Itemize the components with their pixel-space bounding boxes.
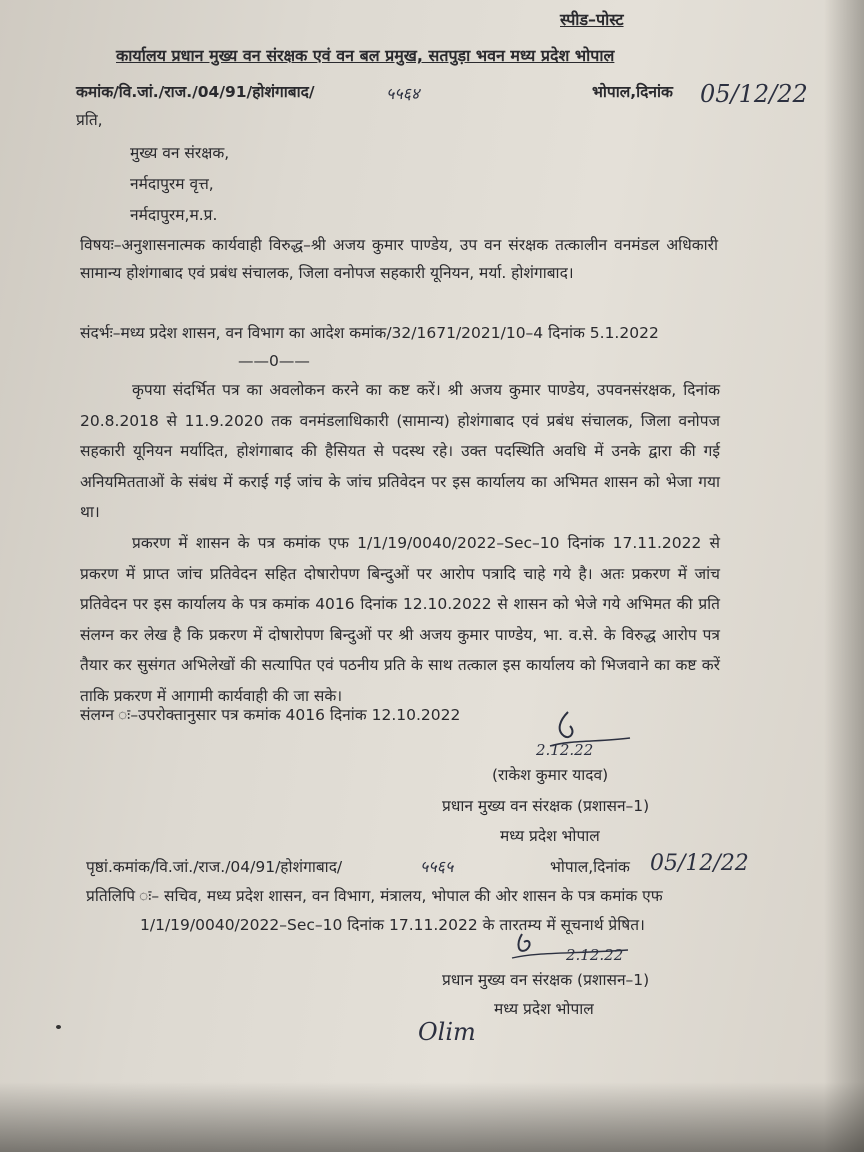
margin-handwritten-note: Olim bbox=[418, 1018, 476, 1046]
body-paragraph-1: कृपया संदर्भित पत्र का अवलोकन करने का कष्ट करें। श्री अजय कुमार पाण्डेय, उपवनसंरक्षक, दिनांक 20.8.2018 से 11.9.2020 तक वनमंडलाधिकारी (सामान्य) होशंगाबाद एवं प्रबंध संचालक, जिला वनोपज सहकारी यूनियन मर्यादित, होशंगाबाद की हैसियत से पदस्थ रहे। उक्त पदस्थिति अवधि में उनके द्वारा की गई अनियमितताओं के संबंध में कराई गई जांच के जांच प्रतिवेदन पर इस कार्यालय का अभिमत शासन को भेजा गया था। bbox=[80, 381, 720, 521]
signatory-designation: प्रधान मुख्य वन संरक्षक (प्रशासन–1) bbox=[442, 797, 650, 815]
signatory-name: (राकेश कुमार यादव) bbox=[492, 766, 609, 784]
reference-place-date: भोपाल,दिनांक bbox=[592, 83, 673, 101]
copy-to-line-1: प्रतिलिपि ः– सचिव, मध्य प्रदेश शासन, वन विभाग, मंत्रालय, भोपाल की ओर शासन के पत्र कमांक एफ bbox=[86, 887, 663, 905]
signatory-2-designation: प्रधान मुख्य वन संरक्षक (प्रशासन–1) bbox=[442, 971, 650, 989]
endorsement-number: पृष्ठां.कमांक/वि.जां./राज./04/91/होशंगाबाद/ bbox=[86, 858, 343, 876]
signature-2-date: 2.12.22 bbox=[566, 946, 624, 964]
copy-to-line-2: 1/1/19/0040/2022–Sec–10 दिनांक 17.11.2022 के तारतम्य में सूचनार्थ प्रेषित। bbox=[140, 916, 645, 934]
office-heading: कार्यालय प्रधान मुख्य वन संरक्षक एवं वन बल प्रमुख, सतपुड़ा भवन मध्य प्रदेश भोपाल bbox=[116, 46, 615, 65]
handwritten-endorsement-number: ५५६५ bbox=[420, 857, 454, 876]
to-prefix: प्रति, bbox=[76, 111, 103, 129]
separator: ——0—— bbox=[238, 352, 310, 370]
to-line-3: नर्मदापुरम,म.प्र. bbox=[130, 206, 218, 224]
handwritten-ref-date: 05/12/22 bbox=[700, 80, 808, 108]
signature-1-date: 2.12.22 bbox=[536, 741, 594, 759]
endorsement-place-date: भोपाल,दिनांक bbox=[550, 858, 630, 876]
reference-number: कमांक/वि.जां./राज./04/91/होशंगाबाद/ bbox=[76, 83, 315, 101]
reference-order: संदर्भः–मध्य प्रदेश शासन, वन विभाग का आदेश कमांक/32/1671/2021/10–4 दिनांक 5.1.2022 bbox=[80, 324, 659, 342]
bottom-shadow bbox=[0, 1082, 864, 1152]
to-line-2: नर्मदापुरम वृत्त, bbox=[130, 175, 214, 193]
page-mark bbox=[56, 1025, 61, 1029]
signatory-2-location: मध्य प्रदेश भोपाल bbox=[494, 1000, 594, 1018]
handwritten-ref-number: ५५६४ bbox=[386, 84, 420, 103]
body-paragraph-2: प्रकरण में शासन के पत्र कमांक एफ 1/1/19/0040/2022–Sec–10 दिनांक 17.11.2022 से प्रकरण में प्राप्त जांच प्रतिवेदन सहित दोषारोपण बिन्दुओं पर आरोप पत्रादि चाहे गये है। अतः प्रकरण में जांच प्रतिवेदन पर इस कार्यालय के पत्र कमांक 4016 दिनांक 12.10.2022 से शासन को भेजे गये अभिमत की प्रति संलग्न कर लेख है कि प्रकरण में दोषारोपण बिन्दुओं पर श्री अजय कुमार पाण्डेय, भा. व.से. के विरुद्ध आरोप पत्र तैयार कर सुसंगत अभिलेखों की सत्यापित एवं पठनीय प्रति के साथ तत्काल इस कार्यालय को भिजवाने का कष्ट करें ताकि प्रकरण में आगामी कार्यवाही की जा सके। bbox=[80, 534, 720, 705]
signatory-location: मध्य प्रदेश भोपाल bbox=[500, 827, 600, 845]
right-shadow bbox=[824, 0, 864, 1152]
enclosure-note: संलग्न ः–उपरोक्तानुसार पत्र कमांक 4016 दिनांक 12.10.2022 bbox=[80, 706, 461, 724]
subject-text: विषयः–अनुशासनात्मक कार्यवाही विरुद्ध–श्री अजय कुमार पाण्डेय, उप वन संरक्षक तत्कालीन वनमंडल अधिकारी सामान्य होशंगाबाद एवं प्रबंध संचालक, जिला वनोपज सहकारी यूनियन, मर्या. होशंगाबाद। bbox=[80, 236, 718, 282]
to-line-1: मुख्य वन संरक्षक, bbox=[130, 144, 230, 162]
dispatch-mode: स्पीड–पोस्ट bbox=[560, 10, 624, 29]
handwritten-endorsement-date: 05/12/22 bbox=[650, 851, 749, 876]
